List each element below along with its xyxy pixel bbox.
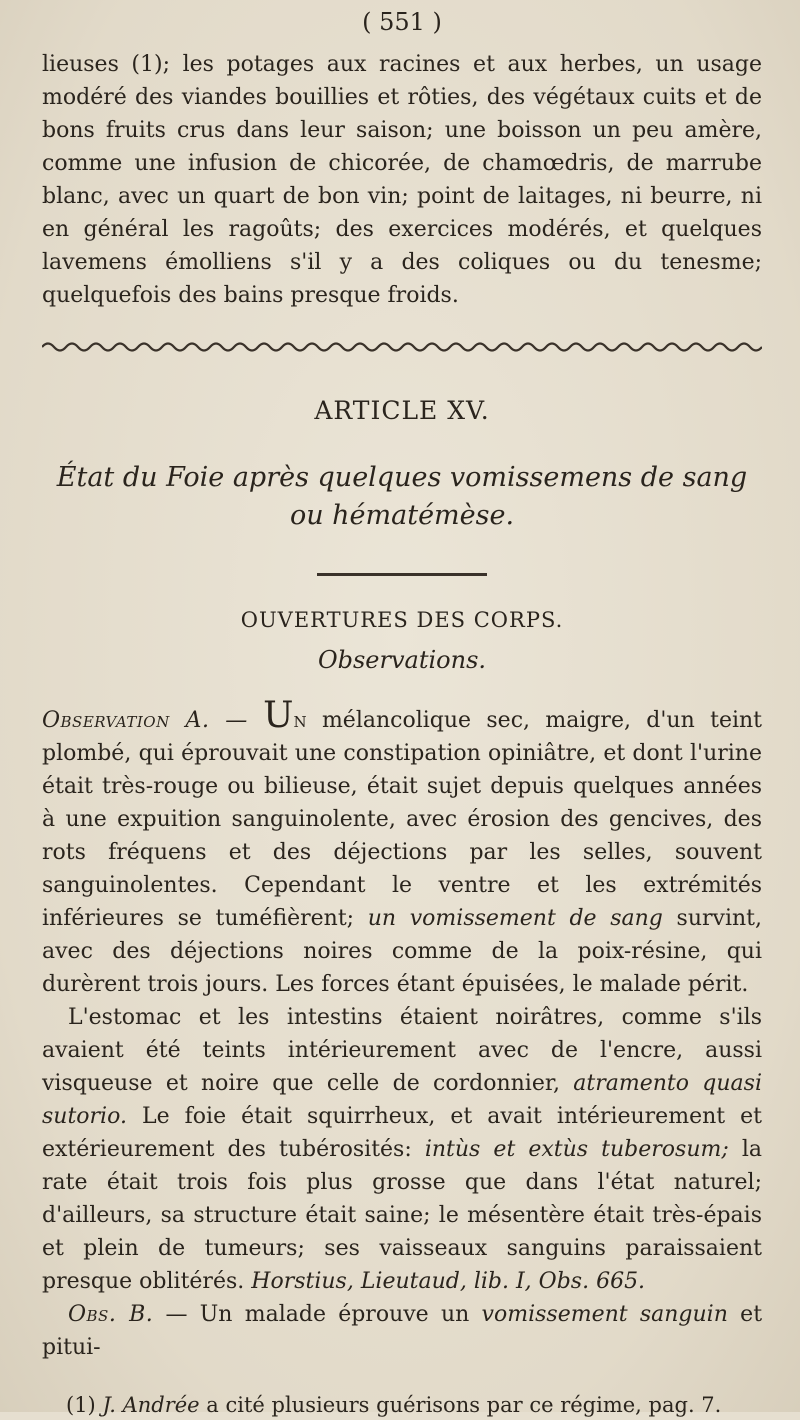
autopsy-text-1: L'estomac et les intestins étaient noirâtres, comme s'ils avaient été teints intérieurement avec de l'encre, aussi visqueuse et noire que celle de cordonnier, <box>42 1005 762 1096</box>
drop-cap: U <box>263 695 294 736</box>
observation-b-text-1: — Un malade éprouve un <box>165 1302 470 1327</box>
latin-quote-2: intùs et extùs tuberosum; <box>424 1137 729 1162</box>
autopsy-text-3: la rate était trois fois plus grosse que dans l'état naturel; d'ailleurs, sa structure était saine; le mésentère était très-épais et plein de tumeurs; ses vaisseaux sanguins paraissaient presque oblitérés. <box>42 1137 762 1294</box>
footnote <box>42 1390 762 1420</box>
wavy-divider <box>42 340 762 354</box>
observation-a-text-2: survint, avec des déjections noires comme de la poix-résine, qui durèrent trois jours. Les forces étant épuisées, le malade périt. <box>42 906 762 997</box>
observation-a-label: Observation A. — <box>42 708 248 733</box>
article-title-line2: ou hématémèse. <box>289 500 515 531</box>
footnote-marker: (1) <box>66 1393 96 1417</box>
citation: Horstius, Lieutaud, lib. I, Obs. 665. <box>251 1269 646 1294</box>
footnote-author: J. Andrée <box>102 1393 200 1417</box>
article-title-line1: État du Foie après quelques vomissemens de sang <box>56 462 748 493</box>
autopsy-text-2: Le foie était squirrheux, et avait intérieurement et extérieurement des tubérosités: <box>42 1104 762 1162</box>
observation-b-emphasis: vomissement sanguin <box>481 1302 728 1327</box>
observation-a-emphasis: un vomissement de sang <box>367 906 663 931</box>
observation-a-autopsy-paragraph <box>42 1001 762 1298</box>
drop-cap-rest: n <box>293 708 307 733</box>
observation-b-text-2: et pitui- <box>42 1302 763 1360</box>
article-heading: ARTICLE XV. <box>314 396 490 425</box>
intro-paragraph: lieuses (1); les potages aux racines et aux herbes, un usage modéré des viandes bouillies et rôties, des végétaux cuits et de bons fruits crus dans leur saison; une boisson un peu amère, comme une infusion de chicorée, de chamœdris, de marrube blanc, avec un quart de bon vin; point de laitages, ni beurre, ni en général les ragoûts; des exercices modérés, et quelques lavemens émolliens s'il y a des coliques ou du tenesme; quelquefois des bains presque froids. <box>42 52 762 308</box>
page-number: ( 551 ) <box>362 8 442 36</box>
wavy-line-icon <box>42 340 762 354</box>
section-heading: OUVERTURES DES CORPS. <box>240 608 564 632</box>
latin-quote-1: atramento quasi sutorio. <box>42 1071 762 1129</box>
observations-heading: Observations. <box>317 646 487 674</box>
short-divider <box>317 573 487 576</box>
article-title <box>42 459 762 535</box>
observation-b-paragraph <box>42 1298 762 1364</box>
observation-b-label: Obs. B. <box>68 1302 154 1327</box>
observation-a-paragraph <box>42 695 763 1001</box>
observation-a-text-1: mélancolique sec, maigre, d'un teint plombé, qui éprouvait une constipation opiniâtre, et dont l'urine était très-rouge ou bilieuse, était sujet depuis quelques années à une expuition sanguinolente, avec érosion des gencives, des rots fréquens et des déjections par les selles, souvent sanguinolentes. Cependant le ventre et les extrémités inférieures se tuméfièrent; <box>42 708 763 931</box>
footnote-text: a cité plusieurs guérisons par ce régime, pag. 7. <box>206 1393 722 1417</box>
